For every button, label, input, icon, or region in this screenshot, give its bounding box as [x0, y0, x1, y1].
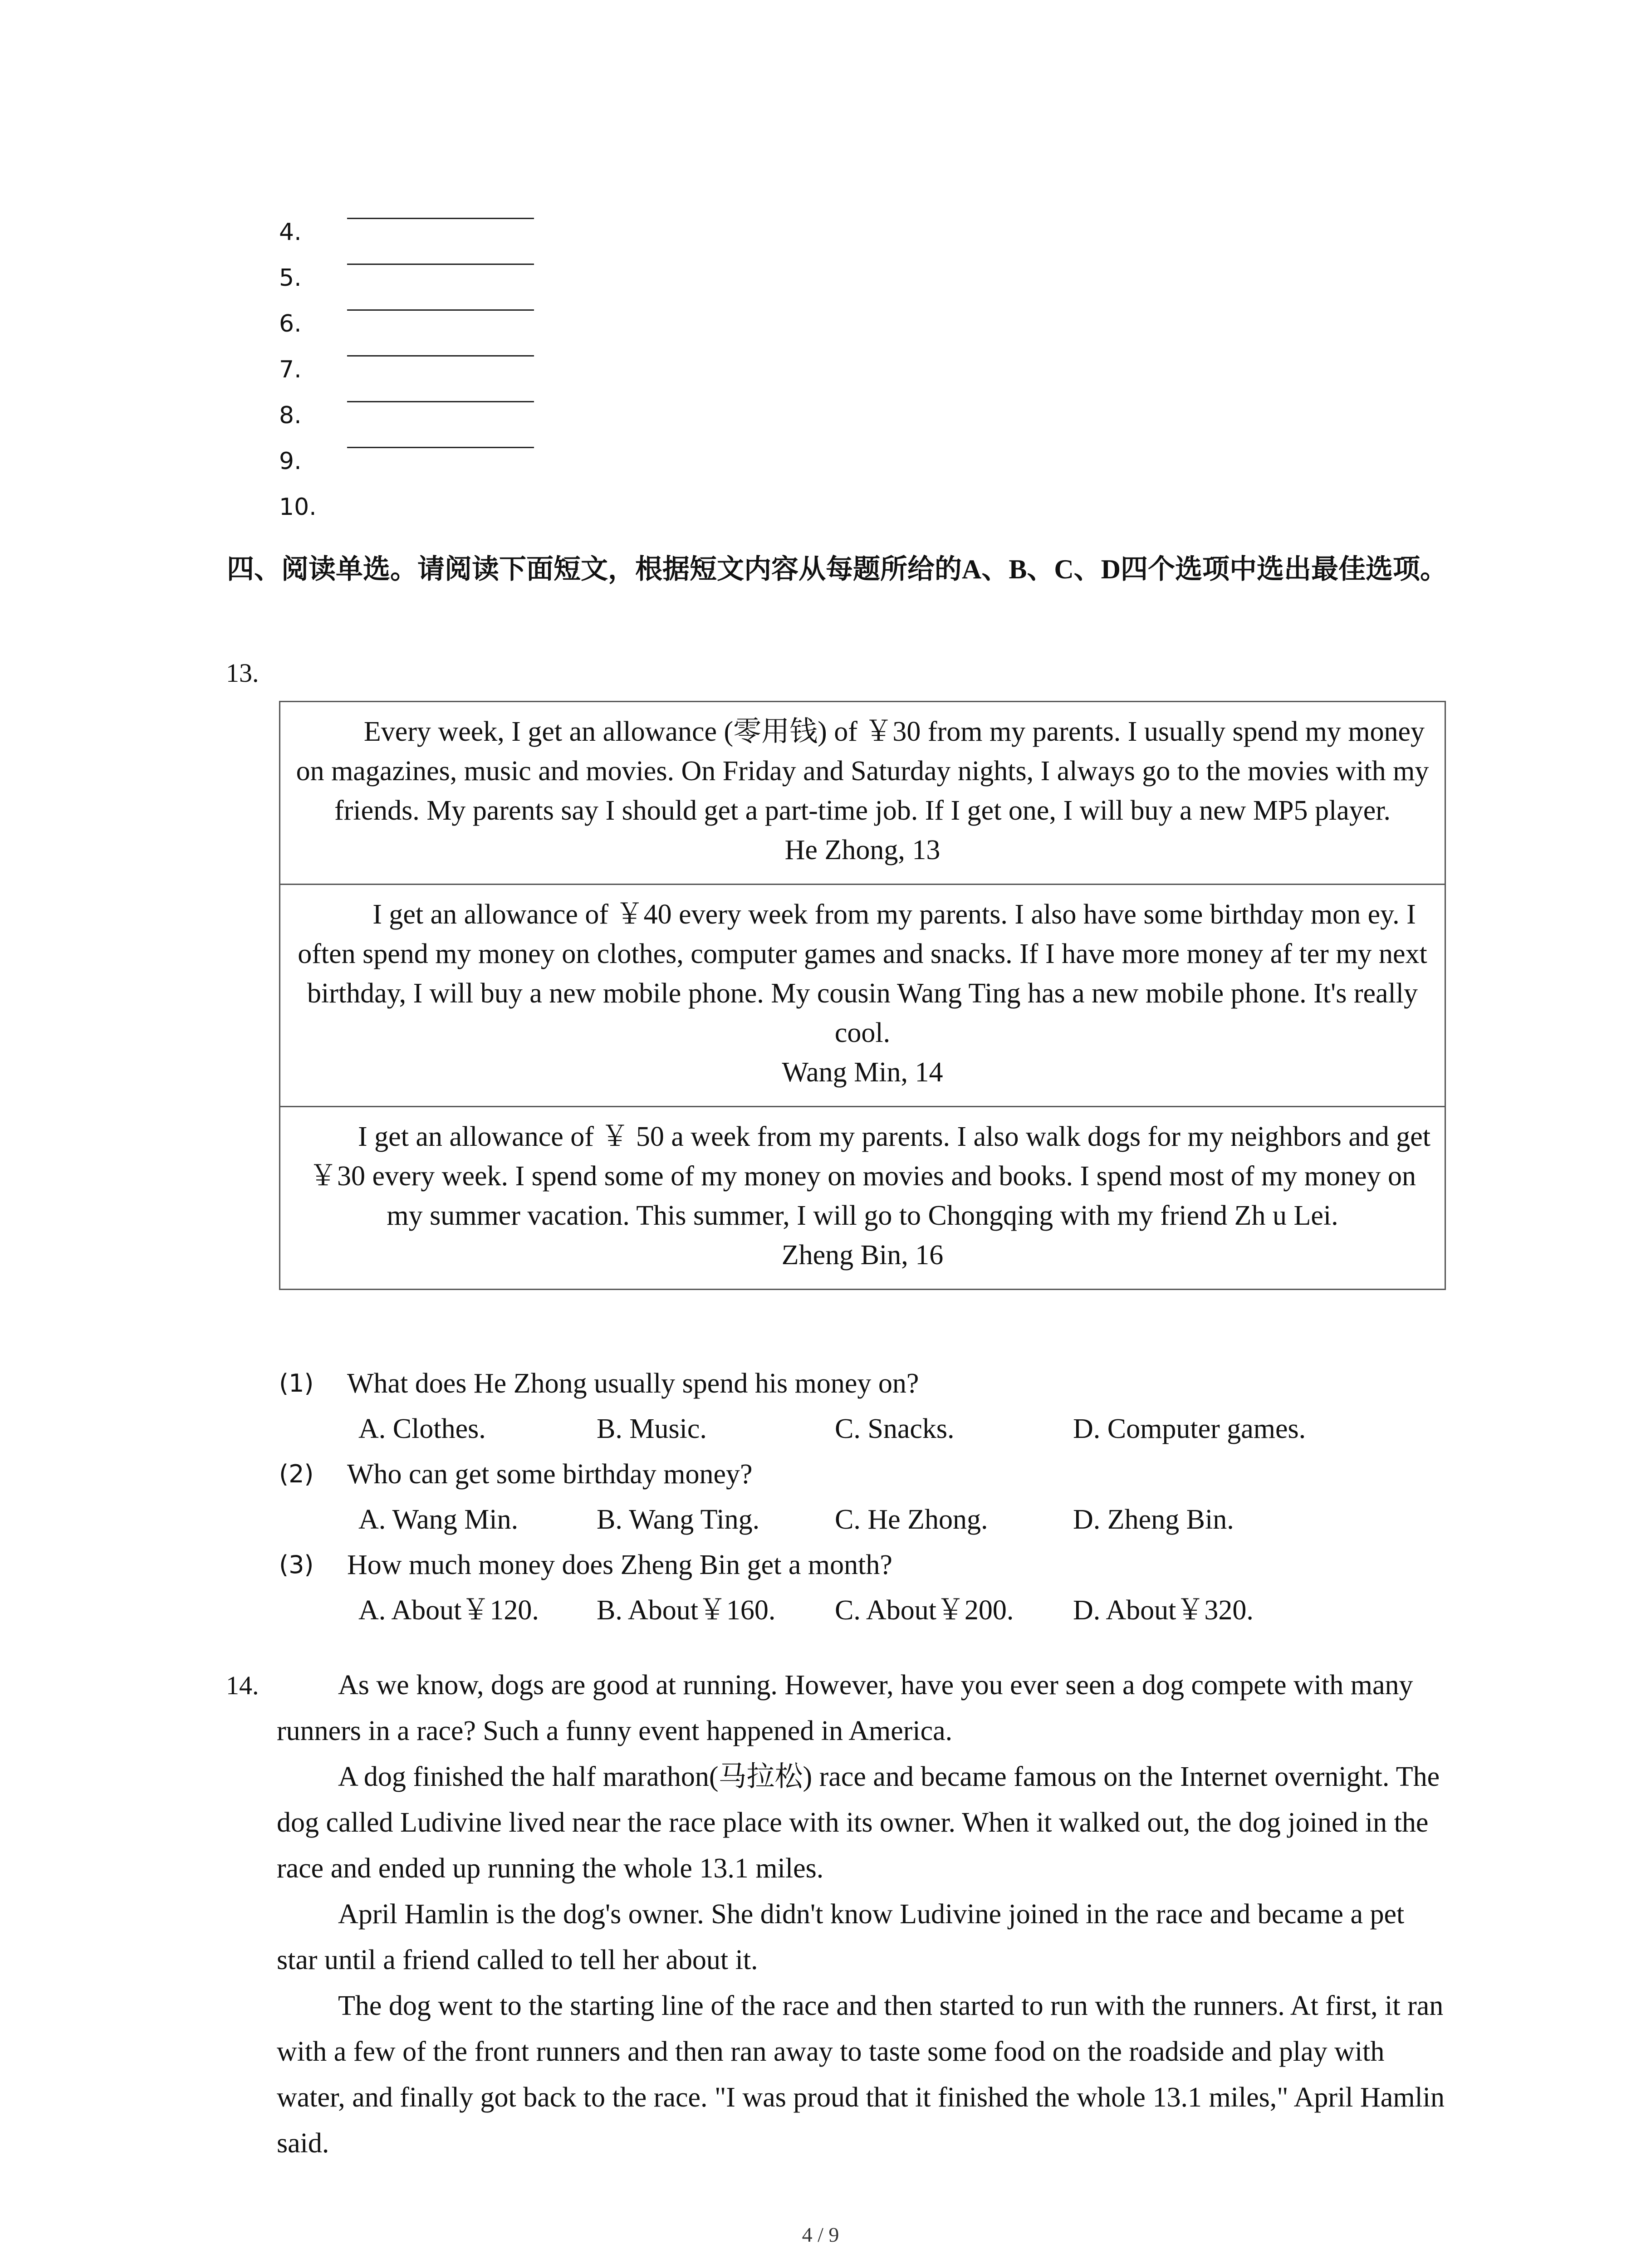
- reading-box-wang-min: [280, 885, 1445, 1107]
- blank-number: 6.: [279, 310, 302, 337]
- subquestion-2: [279, 1456, 1459, 1501]
- question-13-subquestions: [279, 1365, 1459, 1637]
- option-d[interactable]: D. Computer games.: [1073, 1413, 1306, 1444]
- options-row: [279, 1592, 1459, 1637]
- options-row: [279, 1411, 1459, 1456]
- passage-paragraph: A dog finished the half marathon(马拉松) race and became famous on the Internet overnight. The dog called Ludivine lived near the race place with its owner. When it walked out, the dog joined in the race and ended up running the whole 13.1 miles.: [277, 1761, 1440, 1884]
- blank-number: 5.: [279, 264, 302, 292]
- passage-paragraph: April Hamlin is the dog's owner. She didn't know Ludivine joined in the race and became a pet star until a friend called to tell her about it.: [277, 1899, 1405, 1975]
- blank-number: 10.: [279, 494, 317, 521]
- option-b[interactable]: B. Wang Ting.: [597, 1504, 760, 1535]
- option-a[interactable]: A. Wang Min.: [358, 1504, 519, 1535]
- answer-blank-line[interactable]: [347, 355, 534, 357]
- answer-blank-line[interactable]: [347, 264, 534, 265]
- subquestion-label: (3): [279, 1550, 314, 1579]
- question-number-14: 14.: [226, 1671, 259, 1700]
- option-b[interactable]: B. About￥160.: [597, 1595, 776, 1626]
- subquestion-label: (2): [279, 1460, 314, 1488]
- option-a[interactable]: A. Clothes.: [358, 1413, 486, 1444]
- reading-box-author: Wang Min, 14: [782, 1057, 943, 1088]
- option-c[interactable]: C. He Zhong.: [835, 1504, 988, 1535]
- blank-number: 7.: [279, 356, 302, 383]
- reading-box-he-zhong: [280, 702, 1445, 885]
- answer-blank-line[interactable]: [347, 447, 534, 448]
- reading-box-author: Zheng Bin, 16: [781, 1240, 944, 1271]
- subquestion-text: Who can get some birthday money?: [347, 1459, 753, 1490]
- passage-paragraph: The dog went to the starting line of the race and then started to run with the runners. At first, it ran with a few of the front runners and then ran away to taste some food on the roadside and play with water, and finally got back to the race. "I was proud that it finished the whole 13.1 miles," April Hamlin said.: [277, 1990, 1445, 2159]
- options-row: [279, 1501, 1459, 1547]
- subquestion-label: (1): [279, 1369, 314, 1398]
- question-number-13: 13.: [226, 658, 259, 688]
- answer-blank-line[interactable]: [347, 218, 534, 219]
- reading-box-author: He Zhong, 13: [784, 835, 941, 865]
- blank-number: 8.: [279, 402, 302, 429]
- answer-blank-line[interactable]: [347, 309, 534, 311]
- passage-14: [277, 1662, 1452, 2166]
- blank-number: 9.: [279, 448, 302, 475]
- answer-blank-line[interactable]: [347, 401, 534, 402]
- option-a[interactable]: A. About￥120.: [358, 1595, 539, 1626]
- blank-number: 4.: [279, 219, 302, 246]
- option-c[interactable]: C. Snacks.: [835, 1413, 955, 1444]
- option-d[interactable]: D. Zheng Bin.: [1073, 1504, 1234, 1535]
- reading-box-zheng-bin: [280, 1107, 1445, 1289]
- page-number: 4 / 9: [802, 2223, 839, 2246]
- subquestion-text: How much money does Zheng Bin get a month?: [347, 1549, 892, 1580]
- option-d[interactable]: D. About￥320.: [1073, 1595, 1254, 1626]
- option-b[interactable]: B. Music.: [597, 1413, 707, 1444]
- reading-boxes: [279, 701, 1446, 1290]
- reading-box-text: I get an allowance of ￥ 50 a week from my parents. I also walk dogs for my neighbors and get ￥30 every week. I spend some of my money on movies and books. I spend most of my money on my summer vacation. This summer, I will go to Chongqing with my friend Zh u Lei.: [309, 1121, 1430, 1231]
- section-heading: 四、阅读单选。请阅读下面短文，根据短文内容从每题所给的A、B、C、D四个选项中选出最佳选项。: [227, 554, 1448, 584]
- passage-paragraph: As we know, dogs are good at running. However, have you ever seen a dog compete with many runners in a race? Such a funny event happened in America.: [277, 1670, 1413, 1746]
- option-c[interactable]: C. About￥200.: [835, 1595, 1014, 1626]
- subquestion-1: [279, 1365, 1459, 1411]
- reading-box-text: I get an allowance of ￥40 every week from my parents. I also have some birthday mon ey. I often spend my money on clothes, computer games and snacks. If I have more money af ter my next birthday, I will buy a new mobile phone. My cousin Wang Ting has a new mobile phone. It's really cool.: [298, 899, 1427, 1048]
- subquestion-3: [279, 1547, 1459, 1592]
- subquestion-text: What does He Zhong usually spend his money on?: [347, 1368, 919, 1399]
- reading-box-text: Every week, I get an allowance (零用钱) of ￥30 from my parents. I usually spend my money on magazines, music and movies. On Friday and Saturday nights, I always go to the movies with my friends. My parents say I should get a part-time job. If I get one, I will buy a new MP5 player.: [296, 716, 1429, 826]
